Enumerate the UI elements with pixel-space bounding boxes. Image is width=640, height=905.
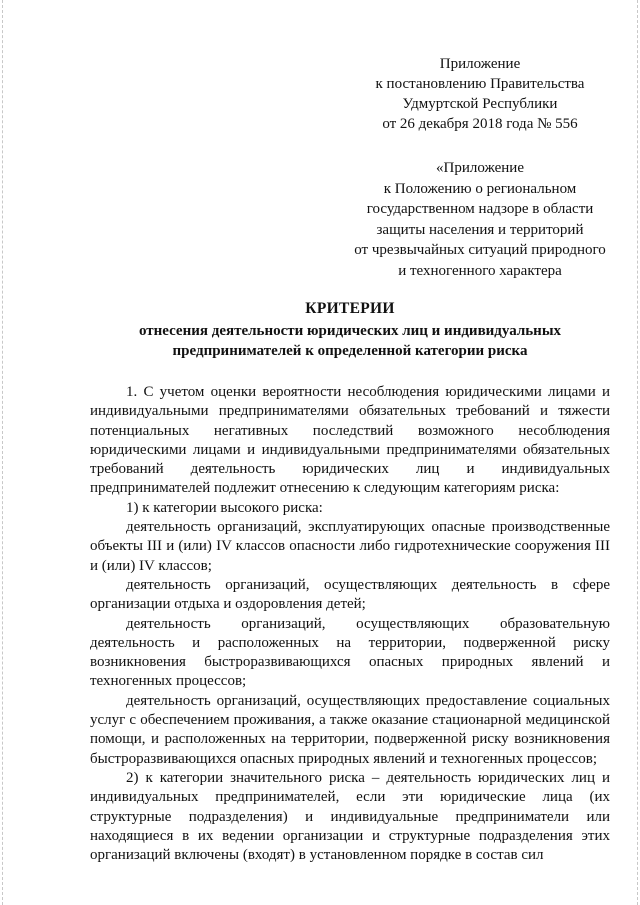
annex-line: государственном надзоре в области bbox=[366, 201, 594, 217]
document-title: КРИТЕРИИ bbox=[305, 300, 395, 317]
annex-line: от чрезвычайных ситуаций природного bbox=[354, 242, 606, 258]
regulation-annex-block bbox=[330, 158, 630, 281]
scan-right-edge bbox=[637, 0, 638, 905]
document-subtitle: отнесения деятельности юридических лиц и индивидуальных предпринимателей к определенной категории риска bbox=[138, 323, 562, 359]
body-paragraph: 1. С учетом оценки вероятности несоблюдения юридическими лицами и индивидуальными предпринимателями обязательных требований и тяжести потенциальных негативных последствий возможного несоблюдения юридическими лицами и индивидуальными предпринимателями обязательных требований деятельность юридических лиц и индивидуальных предпринимателей подлежит отнесению к следующим категориям риска: bbox=[90, 384, 610, 497]
annex-line: Приложение bbox=[439, 56, 521, 72]
annex-line: к постановлению Правительства bbox=[375, 76, 585, 92]
annex-line: «Приложение bbox=[435, 160, 524, 176]
resolution-annex-block bbox=[370, 54, 590, 134]
document-body bbox=[90, 383, 610, 865]
annex-line: и техногенного характера bbox=[398, 262, 562, 279]
annex-line: Удмуртской Республики bbox=[402, 96, 558, 112]
body-paragraph: деятельность организаций, осуществляющих образовательную деятельность и расположенных на территории, подверженной риску возникновения быстроразвивающихся опасных природных явлений и техногенных процессов; bbox=[90, 615, 610, 690]
body-paragraph: деятельность организаций, эксплуатирующих опасные производственные объекты III и (или) IV классов опасности либо гидротехнические сооружения III и (или) IV классов; bbox=[90, 519, 610, 574]
annex-line: к Положению о региональном bbox=[383, 180, 577, 197]
body-paragraph: деятельность организаций, осуществляющих деятельность в сфере организации отдыха и оздоровления детей; bbox=[90, 576, 610, 613]
annex-line: защиты населения и территорий bbox=[376, 221, 584, 238]
body-paragraph: 2) к категории значительного риска – деятельность юридических лиц и индивидуальных предпринимателей, если эти юридические лица (их структурные подразделения) и индивидуальные предприниматели или находящиеся в их ведении организации и структурные подразделения этих организаций включены (входят) в установленном порядке в состав сил bbox=[90, 769, 610, 864]
annex-line: от 26 декабря 2018 года № 556 bbox=[382, 116, 578, 132]
body-paragraph: деятельность организаций, осуществляющих предоставление социальных услуг с обеспечением проживания, а также оказание стационарной медицинской помощи, и расположенных на территории, подверженной риску возникновения быстроразвивающихся опасных природных явлений и техногенных процессов; bbox=[90, 692, 610, 767]
body-paragraph: 1) к категории высокого риска: bbox=[126, 499, 323, 516]
scan-left-edge bbox=[2, 0, 3, 905]
